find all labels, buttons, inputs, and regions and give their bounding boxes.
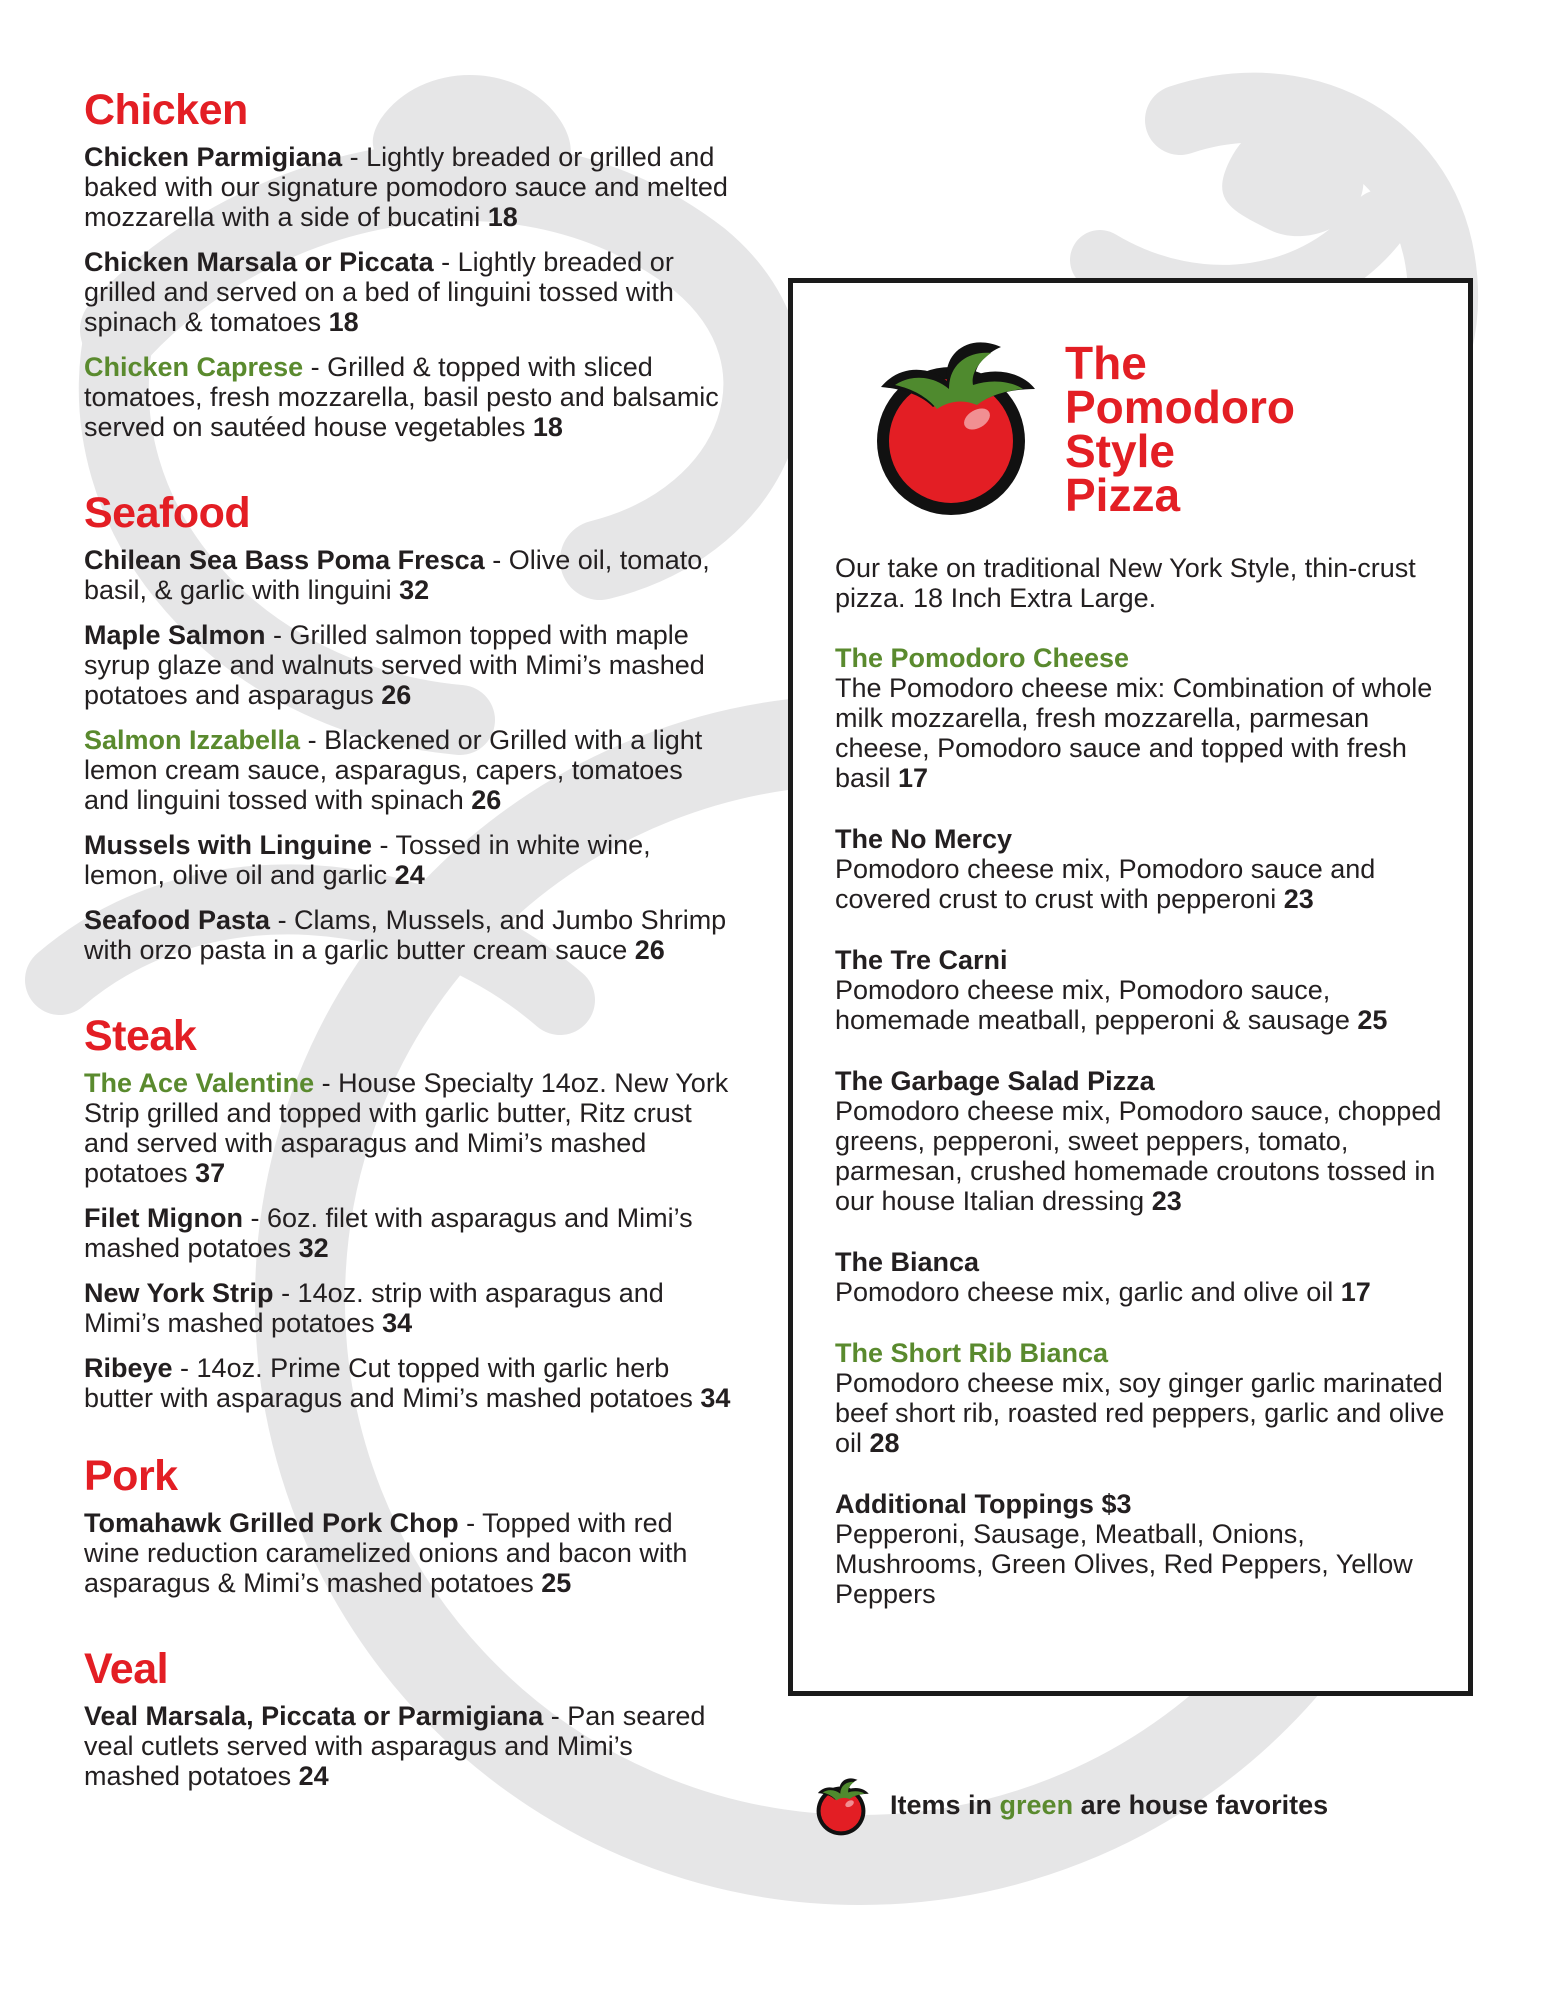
pizza-item (835, 945, 1445, 1035)
item-description: - Lightly breaded or grilled and baked with our signature pomodoro sauce and melted mozzarella with a side of bucatini (84, 142, 728, 232)
item-description: - Blackened or Grilled with a light lemon cream sauce, asparagus, capers, tomatoes and linguini tossed with spinach (84, 725, 703, 815)
item-price: 18 (328, 307, 359, 337)
item-name: Tomahawk Grilled Pork Chop (84, 1508, 459, 1538)
menu-item (84, 725, 734, 815)
item-name: Chilean Sea Bass Poma Fresca (84, 545, 485, 575)
section-title: Chicken (84, 86, 248, 134)
toppings-list: Pepperoni, Sausage, Meatball, Onions, Mushrooms, Green Olives, Red Peppers, Yellow Peppers (835, 1519, 1413, 1609)
item-description: - House Specialty 14oz. New York Strip grilled and topped with garlic butter, Ritz crust and served with asparagus and Mimi’s mashed potatoes (84, 1068, 729, 1188)
favorites-legend (808, 1770, 1328, 1840)
legend-text: Items in green are house favorites (890, 1789, 1329, 1820)
section-title: Seafood (84, 489, 251, 537)
item-description: - Tossed in white wine, lemon, olive oil and garlic (84, 830, 651, 890)
pizza-description: Pomodoro cheese mix, Pomodoro sauce and covered crust to crust with pepperoni 23 (835, 854, 1376, 914)
item-name: Mussels with Linguine (84, 830, 373, 860)
item-description: - 6oz. filet with asparagus and Mimi’s mashed potatoes (84, 1203, 693, 1263)
pizza-item (835, 1247, 1445, 1307)
pizza-description: The Pomodoro cheese mix: Combination of whole milk mozzarella, fresh mozzarella, parmesan cheese, Pomodoro sauce and topped with fresh basil 17 (835, 673, 1433, 793)
item-name: The Ace Valentine (84, 1068, 315, 1098)
menu-item (84, 247, 734, 337)
section-pork (84, 1450, 734, 1598)
pizza-heading (1065, 337, 1445, 521)
item-price: 37 (195, 1158, 226, 1188)
pizza-price: 17 (898, 763, 929, 793)
section-steak (84, 1010, 734, 1413)
pizza-description: Pomodoro cheese mix, soy ginger garlic marinated beef short rib, roasted red peppers, garlic and olive oil 28 (835, 1368, 1445, 1458)
item-price: 26 (471, 785, 502, 815)
item-price: 24 (394, 860, 425, 890)
pizza-price: 25 (1357, 1005, 1388, 1035)
item-price: 32 (399, 575, 430, 605)
item-price: 24 (298, 1761, 329, 1791)
pizza-description: Pomodoro cheese mix, garlic and olive oil 17 (835, 1277, 1371, 1307)
pizza-name: The Short Rib Bianca (835, 1338, 1109, 1368)
item-description: - Clams, Mussels, and Jumbo Shrimp with orzo pasta in a garlic butter cream sauce (84, 905, 727, 965)
menu-item (84, 905, 734, 965)
item-description: - 14oz. Prime Cut topped with garlic herb butter with asparagus and Mimi’s mashed potatoes (84, 1353, 701, 1413)
section-title: Veal (84, 1645, 169, 1693)
legend-green-word: green (999, 1789, 1074, 1820)
pizza-panel (788, 278, 1473, 1696)
menu-item (84, 142, 734, 232)
section-title: Steak (84, 1012, 197, 1060)
pizza-heading-line: Pizza (1065, 469, 1181, 521)
pizza-item (835, 824, 1445, 914)
item-description: - Lightly breaded or grilled and served on a bed of linguini tossed with spinach & tomatoes (84, 247, 674, 337)
tomato-icon (808, 1772, 874, 1838)
pizza-item (835, 643, 1445, 793)
pizza-name: The Tre Carni (835, 945, 1008, 975)
item-description: - Pan seared veal cutlets served with asparagus and Mimi’s mashed potatoes (84, 1701, 706, 1791)
pizza-price: 17 (1340, 1277, 1371, 1307)
item-description: - Grilled salmon topped with maple syrup glaze and walnuts served with Mimi’s mashed potatoes and asparagus (84, 620, 705, 710)
item-name: Salmon Izzabella (84, 725, 301, 755)
pizza-description: Pomodoro cheese mix, Pomodoro sauce, homemade meatball, pepperoni & sausage 25 (835, 975, 1388, 1035)
menu-item (84, 1701, 734, 1791)
menu-item (84, 1508, 734, 1598)
item-price: 25 (541, 1568, 572, 1598)
item-price: 34 (382, 1308, 413, 1338)
menu-item (84, 620, 734, 710)
item-price: 26 (634, 935, 665, 965)
menu-item (84, 545, 734, 605)
pizza-name: The No Mercy (835, 824, 1013, 854)
item-description: - 14oz. strip with asparagus and Mimi’s mashed potatoes (84, 1278, 664, 1338)
pizza-item (835, 1066, 1445, 1216)
menu-item (84, 1278, 734, 1338)
pizza-heading-line: The (1065, 337, 1147, 389)
item-name: Veal Marsala, Piccata or Parmigiana (84, 1701, 544, 1731)
item-name: Filet Mignon (84, 1203, 243, 1233)
item-price: 18 (487, 202, 518, 232)
item-name: Seafood Pasta (84, 905, 271, 935)
section-title: Pork (84, 1452, 178, 1500)
menu-left-column (84, 84, 734, 1806)
item-description: - Topped with red wine reduction caramelized onions and bacon with asparagus & Mimi’s mashed potatoes (84, 1508, 688, 1598)
item-description: - Olive oil, tomato, basil, & garlic with linguini (84, 545, 710, 605)
pizza-description: Pomodoro cheese mix, Pomodoro sauce, chopped greens, pepperoni, sweet peppers, tomato, parmesan, crushed homemade croutons tossed in our house Italian dressing 23 (835, 1096, 1442, 1216)
pizza-item (835, 1338, 1445, 1458)
pizza-price: 23 (1151, 1186, 1182, 1216)
item-name: Chicken Marsala or Piccata (84, 247, 434, 277)
menu-item (84, 1353, 734, 1413)
menu-item (84, 830, 734, 890)
pizza-name: The Pomodoro Cheese (835, 643, 1130, 673)
pizza-list (835, 553, 1445, 1640)
menu-item (84, 352, 734, 442)
item-name: New York Strip (84, 1278, 274, 1308)
menu-item (84, 1068, 734, 1188)
section-seafood (84, 487, 734, 965)
section-chicken (84, 84, 734, 442)
item-name: Chicken Parmigiana (84, 142, 343, 172)
tomato-logo-icon (851, 323, 1051, 523)
pizza-price: 23 (1283, 884, 1314, 914)
item-price: 34 (700, 1383, 731, 1413)
pizza-name: The Bianca (835, 1247, 980, 1277)
item-price: 26 (381, 680, 412, 710)
item-name: Ribeye (84, 1353, 173, 1383)
item-price: 32 (298, 1233, 329, 1263)
pizza-heading-line: Style (1065, 425, 1175, 477)
item-description: - Grilled & topped with sliced tomatoes, fresh mozzarella, basil pesto and balsamic served on sautéed house vegetables (84, 352, 719, 442)
pizza-heading-line: Pomodoro (1065, 381, 1295, 433)
item-name: Chicken Caprese (84, 352, 304, 382)
pizza-intro: Our take on traditional New York Style, thin-crust pizza. 18 Inch Extra Large. (835, 553, 1416, 613)
toppings-title: Additional Toppings $3 (835, 1489, 1132, 1519)
section-veal (84, 1643, 734, 1791)
item-price: 18 (532, 412, 563, 442)
pizza-price: 28 (869, 1428, 900, 1458)
toppings-block (835, 1489, 1445, 1609)
item-name: Maple Salmon (84, 620, 266, 650)
menu-item (84, 1203, 734, 1263)
pizza-name: The Garbage Salad Pizza (835, 1066, 1155, 1096)
